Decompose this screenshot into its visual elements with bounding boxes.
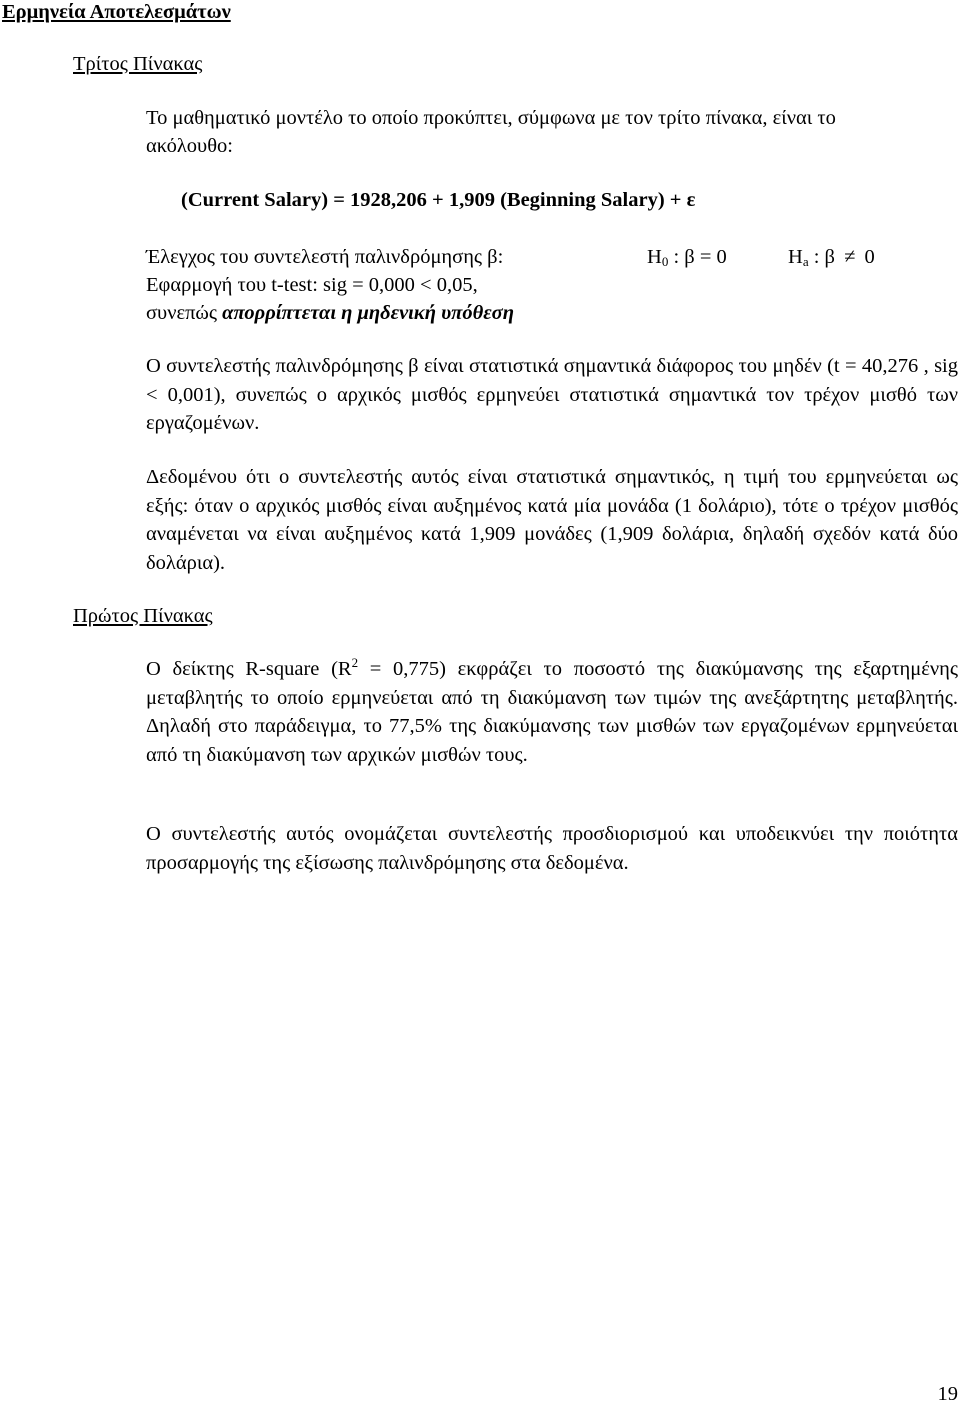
not-equal-symbol: ≠ — [844, 246, 856, 268]
paragraph-coefficient-significance: Ο συντελεστής παλινδρόμησης β είναι στατιστικά σημαντικά διάφορος του μηδέν (t = 40,276 , sig < 0,001), συνεπώς ο αρχικός μισθός ερμηνεύει στατιστικά σημαντικά τον τρέχον μισθό των εργαζομένων. — [146, 355, 958, 434]
page-number: 19 — [937, 1383, 958, 1405]
intro-line-2: ακόλουθο: — [146, 135, 233, 157]
alternative-hypothesis: $H_a$ : β ≠ 0 — [788, 243, 875, 271]
intro-line-1: Το μαθηματικό μοντέλο το οποίο προκύπτει, σύμφωνα με τον τρίτο πίνακα, είναι το — [146, 107, 836, 129]
paragraph-determination-coefficient: Ο συντελεστής αυτός ονομάζεται συντελεστής προσδιορισμού και υποδεικνύει την ποιότητα προσαρμογής της εξίσωσης παλινδρόμησης στα δεδομένα. — [146, 823, 958, 874]
t-test-line: Εφαρμογή του t-test: sig = 0,000 < 0,05, — [146, 274, 478, 296]
section-title-third-table: Τρίτος Πίνακας — [73, 53, 203, 75]
reject-null-text: απορρίπτεται η μηδενική υπόθεση — [222, 302, 514, 324]
conclusion-line: συνεπώς απορρίπτεται η μηδενική υπόθεση — [146, 302, 514, 324]
paragraph-coefficient-interpretation: Δεδομένου ότι ο συντελεστής αυτός είναι στατιστικά σημαντικός, η τιμή του ερμηνεύεται ως εξής: όταν ο αρχικός μισθός είναι αυξημένος κατά μία μονάδα (1 δολάριο), τότε ο τρέχον μισθός αναμένεται να είναι αυξημένος κατά 1,909 μονάδες (1,909 δολάρια, δηλαδή σχεδόν κατά δύο δολάρια). — [146, 466, 958, 574]
paragraph-r-square: Ο δείκτης R-square $(R^2 = 0,775)$ εκφράζει το ποσοστό της διακύμανσης της εξαρτημένης μεταβλητής το οποίο ερμηνεύεται από τη διακύμανση των τιμών της ανεξάρτητης μεταβλητής. Δηλαδή στο παράδειγμα, το 77,5% της διακύμανσης των μισθών των εργαζομένων ερμηνεύεται από τη διακύμανση των αρχικών μισθών τους. — [146, 655, 958, 766]
page-heading: Ερμηνεία Αποτελεσμάτων — [2, 1, 231, 23]
null-hypothesis: $H_0$ : β = 0 — [647, 246, 727, 269]
section-title-first-table: Πρώτος Πίνακας — [73, 605, 213, 627]
coefficient-test-label: Έλεγχος του συντελεστή παλινδρόμησης β: — [146, 246, 504, 268]
regression-equation: (Current Salary) = 1928,206 + 1,909 (Beginning Salary) + ε — [181, 189, 696, 211]
